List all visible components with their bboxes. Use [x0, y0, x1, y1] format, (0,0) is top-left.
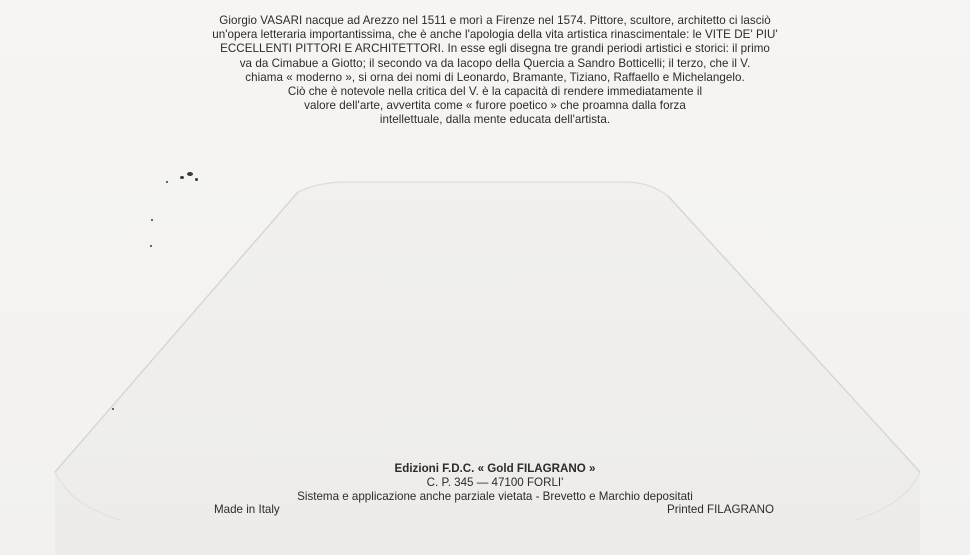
- biography-line: chiama « moderno », si orna dei nomi di Leonardo, Bramante, Tiziano, Raffaello e Michelangelo.: [245, 70, 745, 84]
- publisher-address: C. P. 345 — 47100 FORLI': [426, 475, 564, 489]
- biography-line: Giorgio VASARI nacque ad Arezzo nel 1511 e morì a Firenze nel 1574. Pittore, scultore, architetto ci lasciò: [219, 14, 771, 27]
- biography-text: [105, 14, 885, 128]
- biography-line: valore dell'arte, avvertita come « furore poetico » che proamna dalla forza: [304, 99, 686, 113]
- biography-line: intellettuale, dalla mente educata dell'artista.: [379, 113, 611, 127]
- ink-speck: [166, 181, 168, 183]
- biography-line: ECCELLENTI PITTORI E ARCHITETTORI. In esse egli disegna tre grandi periodi artistici e storici: il primo: [220, 42, 770, 56]
- rights-notice: Sistema e applicazione anche parziale vietata - Brevetto e Marchio depositati: [297, 489, 693, 503]
- ink-speck: [151, 219, 153, 221]
- biography-line: un'opera letteraria importantissima, che è anche l'apologia della vita artistica rinascimentale: le VITE DE' PIU': [212, 28, 778, 42]
- biography-line: va da Cimabue a Giotto; il secondo va da Iacopo della Quercia a Sandro Botticelli; il terzo, che il V.: [239, 56, 751, 70]
- ink-speck: [150, 245, 152, 247]
- ink-speck: [112, 408, 114, 410]
- publisher-name: Edizioni F.D.C. « Gold FILAGRANO »: [394, 462, 596, 475]
- printer-label: Printed FILAGRANO: [667, 503, 774, 517]
- publisher-imprint: [200, 462, 790, 517]
- ink-speck: [195, 178, 198, 181]
- ink-speck: [187, 172, 193, 176]
- origin-label: Made in Italy: [214, 503, 280, 517]
- ink-speck: [180, 176, 184, 179]
- imprint-footer-row: [200, 503, 790, 517]
- biography-line: Ciò che è notevole nella critica del V. è la capacità di rendere immediatamente il: [287, 85, 703, 99]
